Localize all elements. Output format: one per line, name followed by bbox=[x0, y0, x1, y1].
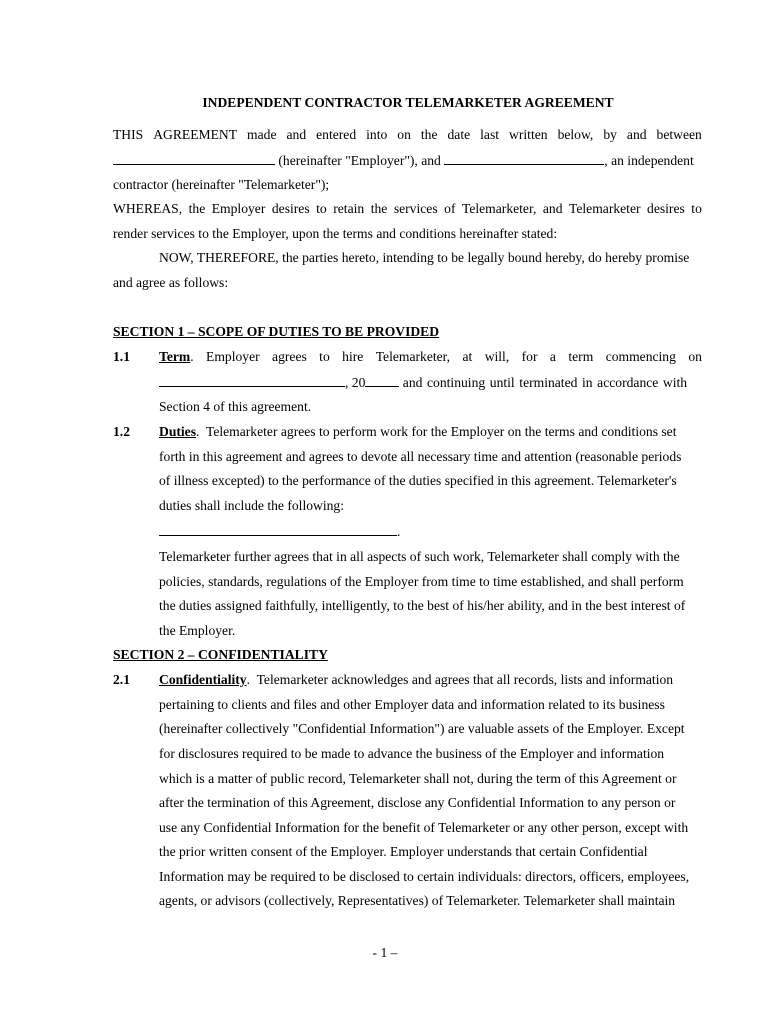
word: Employer bbox=[206, 349, 260, 364]
whereas-line-1 bbox=[113, 201, 702, 217]
document-title: INDEPENDENT CONTRACTOR TELEMARKETER AGREEMENT bbox=[202, 95, 614, 110]
word: and bbox=[286, 127, 307, 142]
clause-2-1-line-5: which is a matter of public record, Telemarketer shall not, during the term of this Agreement or bbox=[159, 771, 677, 786]
now-therefore-line-1: NOW, THEREFORE, the parties hereto, intending to be legally bound hereby, do hereby promise bbox=[159, 250, 690, 265]
word: AGREEMENT bbox=[153, 127, 238, 142]
word: the bbox=[188, 201, 206, 216]
clause-1-1-line-2: , 20 and continuing until terminated in accordance with bbox=[159, 374, 687, 391]
word: WHEREAS, bbox=[113, 201, 183, 216]
word: date bbox=[447, 127, 471, 142]
clause-1-1-line-3: Section 4 of this agreement. bbox=[159, 399, 312, 414]
clause-1-2-p2-line-3: the duties assigned faithfully, intelligently, to the best of his/her ability, and in the best interest of bbox=[159, 598, 686, 613]
clause-1-2-title: Duties bbox=[159, 424, 197, 439]
word: written bbox=[509, 127, 548, 142]
word: services bbox=[393, 201, 438, 216]
word: hire bbox=[342, 349, 364, 364]
clause-1-2-line-4: duties shall include the following: bbox=[159, 498, 344, 513]
employer-name-blank[interactable] bbox=[113, 152, 275, 165]
duties-blank-line: . bbox=[159, 523, 400, 540]
section-2-heading: SECTION 2 – CONFIDENTIALITY bbox=[113, 647, 328, 662]
word: of bbox=[444, 201, 456, 216]
clause-2-1-line-8: the prior written consent of the Employer. Employer understands that certain Confidential bbox=[159, 844, 648, 859]
word: desires bbox=[271, 201, 310, 216]
clause-1-2-line-1: Duties. Telemarketer agrees to perform work for the Employer on the terms and conditions set bbox=[159, 424, 677, 439]
word: and bbox=[542, 201, 563, 216]
word: term bbox=[568, 349, 594, 364]
clause-1-2-p2-line-4: the Employer. bbox=[159, 623, 236, 638]
section-1-heading: SECTION 1 – SCOPE OF DUTIES TO BE PROVIDED bbox=[113, 324, 440, 339]
clause-1-1-title-wrap: Term. bbox=[159, 349, 194, 364]
word: desires bbox=[647, 201, 685, 216]
clause-1-1-number: 1.1 bbox=[113, 349, 130, 364]
clause-1-2-line-3: of illness excepted) to the performance of the duties specified in this agreement. Telemarketer's bbox=[159, 473, 677, 488]
word: on bbox=[688, 349, 702, 364]
word: a bbox=[549, 349, 556, 364]
word: into bbox=[366, 127, 388, 142]
word: commencing bbox=[605, 349, 676, 364]
word: by bbox=[603, 127, 617, 142]
clause-2-1-line-10: agents, or advisors (collectively, Representatives) of Telemarketer. Telemarketer shall maintain bbox=[159, 893, 676, 908]
whereas-line-2: render services to the Employer, upon the terms and conditions hereinafter stated: bbox=[113, 226, 558, 241]
word: to bbox=[319, 349, 330, 364]
word: Telemarketer, bbox=[375, 349, 451, 364]
word: the bbox=[420, 127, 438, 142]
intro-line-1 bbox=[113, 127, 702, 143]
word: will, bbox=[484, 349, 510, 364]
duties-blank[interactable] bbox=[159, 523, 397, 536]
clause-2-1-line-2: pertaining to clients and files and other Employer data and information related to its business bbox=[159, 697, 665, 712]
word: Telemarketer bbox=[569, 201, 641, 216]
clause-2-1-number: 2.1 bbox=[113, 672, 130, 687]
word: between bbox=[656, 127, 702, 142]
clause-2-1-line-1: Confidentiality. Telemarketer acknowledges and agrees that all records, lists and information bbox=[159, 672, 674, 687]
clause-2-1-line-3: (hereinafter collectively "Confidential Information") are valuable assets of the Employer. Except bbox=[159, 721, 685, 736]
clause-1-2-p2-line-1: Telemarketer further agrees that in all aspects of such work, Telemarketer shall comply with the bbox=[159, 549, 680, 564]
start-year-blank[interactable] bbox=[365, 374, 399, 387]
word: to bbox=[691, 201, 702, 216]
word: to bbox=[316, 201, 327, 216]
word: the bbox=[370, 201, 388, 216]
clause-1-2-line-2: forth in this agreement and agrees to devote all necessary time and attention (reasonable periods bbox=[159, 449, 682, 464]
word: for bbox=[521, 349, 538, 364]
clause-2-1-line-4: for disclosures required to be made to advance the business of the Employer and information bbox=[159, 746, 665, 761]
clause-1-1-title: Term bbox=[159, 349, 191, 364]
intro-line-3: contractor (hereinafter "Telemarketer"); bbox=[113, 177, 330, 192]
word: agrees bbox=[272, 349, 307, 364]
clause-1-2-number: 1.2 bbox=[113, 424, 130, 439]
telemarketer-name-blank[interactable] bbox=[444, 152, 604, 165]
clause-2-1-line-6: after the termination of this Agreement, disclose any Confidential Information to any person or bbox=[159, 795, 676, 810]
clause-1-1-line-1 bbox=[159, 349, 702, 365]
word: entered bbox=[316, 127, 357, 142]
word: made bbox=[247, 127, 277, 142]
word: Telemarketer, bbox=[461, 201, 537, 216]
word: below, bbox=[557, 127, 594, 142]
word: at bbox=[462, 349, 473, 364]
clause-2-1-line-7: use any Confidential Information for the benefit of Telemarketer or any other person, except with bbox=[159, 820, 689, 835]
word: on bbox=[397, 127, 411, 142]
clause-2-1-title: Confidentiality bbox=[159, 672, 247, 687]
now-therefore-line-2: and agree as follows: bbox=[113, 275, 229, 290]
intro-line-2: (hereinafter "Employer"), and , an independent bbox=[113, 152, 694, 169]
page-number: - 1 – bbox=[372, 945, 398, 960]
clause-1-2-p2-line-2: policies, standards, regulations of the Employer from time to time established, and shall perform bbox=[159, 574, 684, 589]
word: and bbox=[626, 127, 647, 142]
word: THIS bbox=[113, 127, 144, 142]
word: Employer bbox=[211, 201, 266, 216]
clause-2-1-line-9: Information may be required to be disclosed to certain individuals: directors, officers, employees, bbox=[159, 869, 690, 884]
word: last bbox=[480, 127, 500, 142]
word: retain bbox=[333, 201, 365, 216]
start-date-blank[interactable] bbox=[159, 374, 345, 387]
